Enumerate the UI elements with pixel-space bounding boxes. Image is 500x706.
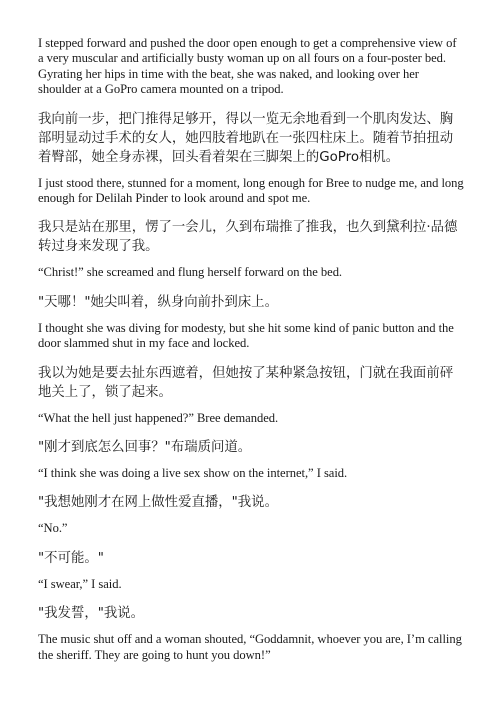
paragraph-zh: "刚才到底怎么回事？"布瑞质问道。 (38, 440, 252, 456)
paragraph-zh: "我想她刚才在网上做性爱直播，"我说。 (38, 495, 278, 511)
paragraph-zh: "天哪！"她尖叫着，纵身向前扑到床上。 (38, 294, 278, 310)
paragraph-en: I just stood there, stunned for a moment, long enough for Bree to nudge me, and long enough for Delilah Pinder to look around and spot me. (38, 175, 464, 206)
document-page (38, 36, 464, 675)
paragraph-en: “Christ!” she screamed and flung herself forward on the bed. (38, 265, 343, 280)
paragraph-zh: 我以为她是要去扯东西遮着，但她按了某种紧急按钮，门就在我面前砰地关上了，锁了起来。 (38, 365, 454, 400)
paragraph-en: “I swear,” I said. (38, 576, 122, 591)
paragraph-en: “No.” (38, 521, 68, 536)
paragraph-en: “I think she was doing a live sex show on the internet,” I said. (38, 466, 348, 481)
paragraph-en: I stepped forward and pushed the door open enough to get a comprehensive view of a very muscular and artificially busty woman up on all fours on a four-poster bed. Gyrating her hips in time with the beat, she was naked, and looking over her shoulder at a GoPro camera mounted on a tripod. (38, 36, 457, 97)
paragraph-en: The music shut off and a woman shouted, “Goddamnit, whoever you are, I’m calling the sheriff. They are going to hunt you down!” (38, 632, 462, 662)
paragraph-zh: "我发誓，"我说。 (38, 606, 145, 622)
paragraph-en: “What the hell just happened?” Bree demanded. (38, 410, 279, 425)
paragraph-zh: 我只是站在那里，愣了一会儿，久到布瑞推了推我，也久到黛利拉·品德转过身来发现了我。 (38, 220, 458, 255)
paragraph-en: I thought she was diving for modesty, but she hit some kind of panic button and the door slammed shut in my face and locked. (38, 320, 454, 351)
paragraph-zh: "不可能。" (38, 550, 104, 566)
paragraph-zh: 我向前一步，把门推得足够开，得以一览无余地看到一个肌肉发达、胸部明显动过手术的女人，她四肢着地趴在一张四柱床上。随着节拍扭动着臀部，她全身赤裸，回头看着架在三脚架上的GoPro相机。 (38, 111, 454, 165)
